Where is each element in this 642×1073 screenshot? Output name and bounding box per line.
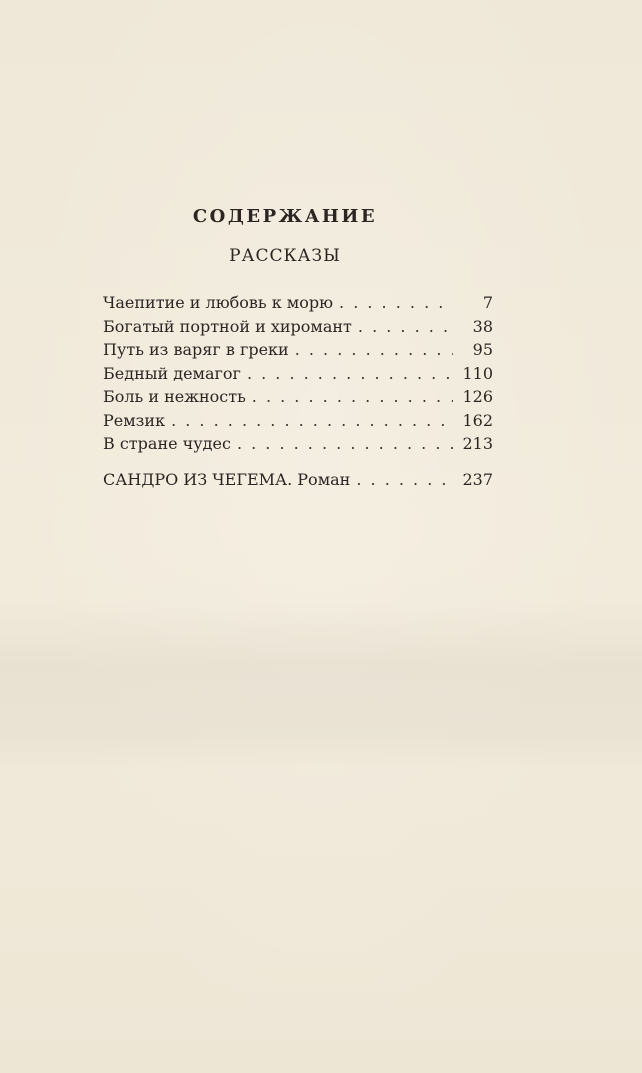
toc-leader-dots — [356, 470, 453, 489]
toc-entry — [103, 293, 493, 317]
show-through-band — [0, 600, 642, 770]
section-heading-stories: РАССКАЗЫ — [229, 246, 341, 266]
toc-leader-dots — [247, 364, 453, 383]
toc-entry-page: 126 — [462, 387, 493, 406]
toc-entry-page: 38 — [472, 316, 493, 336]
toc-entry — [103, 387, 493, 411]
table-of-contents — [103, 293, 493, 493]
toc-entry-title: САНДРО ИЗ ЧЕГЕМА. Роман — [103, 469, 351, 489]
toc-entry-page: 7 — [482, 293, 493, 312]
toc-entry-page: 95 — [472, 340, 493, 359]
toc-entry — [103, 317, 493, 341]
toc-entry-title: Ремзик — [103, 410, 166, 430]
toc-entry-page: 237 — [462, 469, 493, 489]
contents-heading: СОДЕРЖАНИЕ — [192, 206, 378, 227]
toc-leader-dots — [339, 293, 453, 312]
toc-entry-page: 110 — [462, 363, 493, 383]
toc-entry-novel — [103, 470, 493, 494]
toc-entry-title: Чаепитие и любовь к морю — [103, 293, 334, 312]
toc-leader-dots — [252, 387, 453, 406]
toc-entry — [103, 434, 493, 458]
toc-leader-dots — [295, 340, 453, 359]
toc-leader-dots — [171, 411, 453, 430]
toc-leader-dots — [358, 317, 453, 336]
toc-entry — [103, 364, 493, 388]
toc-entry — [103, 411, 493, 435]
toc-entry-title: Боль и нежность — [103, 387, 246, 406]
toc-entry-page: 162 — [462, 410, 493, 430]
toc-leader-dots — [237, 434, 453, 453]
toc-entry-title: В стране чудес — [103, 434, 231, 453]
toc-entry-title: Бедный демагог — [103, 363, 241, 383]
toc-entry-title: Путь из варяг в греки — [103, 340, 289, 359]
toc-entry-page: 213 — [462, 434, 493, 453]
toc-entry-title: Богатый портной и хиромант — [103, 316, 352, 336]
toc-entry — [103, 340, 493, 364]
